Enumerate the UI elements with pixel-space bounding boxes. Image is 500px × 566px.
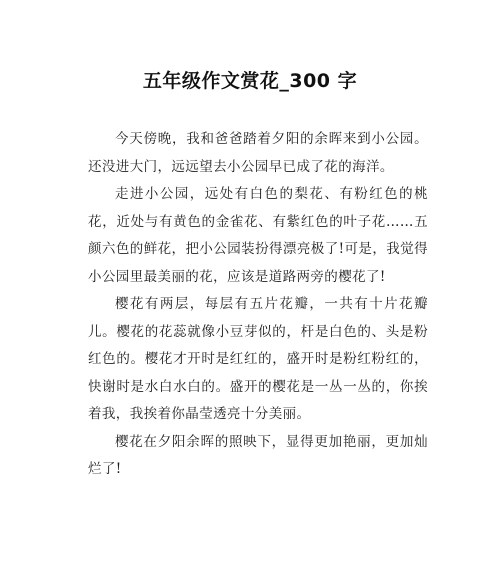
paragraph: 樱花有两层，每层有五片花瓣，一共有十片花瓣儿。樱花的花蕊就像小豆芽似的，杆是白色的、头是粉红色的。樱花才开时是红红的，盛开时是粉红粉红的，快谢时是水白水白的。盛开的樱花是一丛一丛的，你挨着我，我挨着你晶莹透亮十分美丽。 — [88, 296, 428, 422]
document-body — [88, 126, 428, 484]
paragraph: 走进小公园，远处有白色的梨花、有粉红色的桃花，近处与有黄色的金雀花、有紫红色的叶子花……五颜六色的鲜花，把小公园装扮得漂亮极了!可是，我觉得小公园里最美丽的花，应该是道路两旁的樱花了! — [88, 186, 428, 285]
paragraph: 今天傍晚，我和爸爸踏着夕阳的余晖来到小公园。还没进大门，远远望去小公园早已成了花的海洋。 — [88, 131, 428, 175]
document-title: 五年级作文赏花_300 字 — [142, 70, 358, 92]
paragraph: 樱花在夕阳余晖的照映下，显得更加艳丽，更加灿烂了! — [88, 433, 428, 477]
